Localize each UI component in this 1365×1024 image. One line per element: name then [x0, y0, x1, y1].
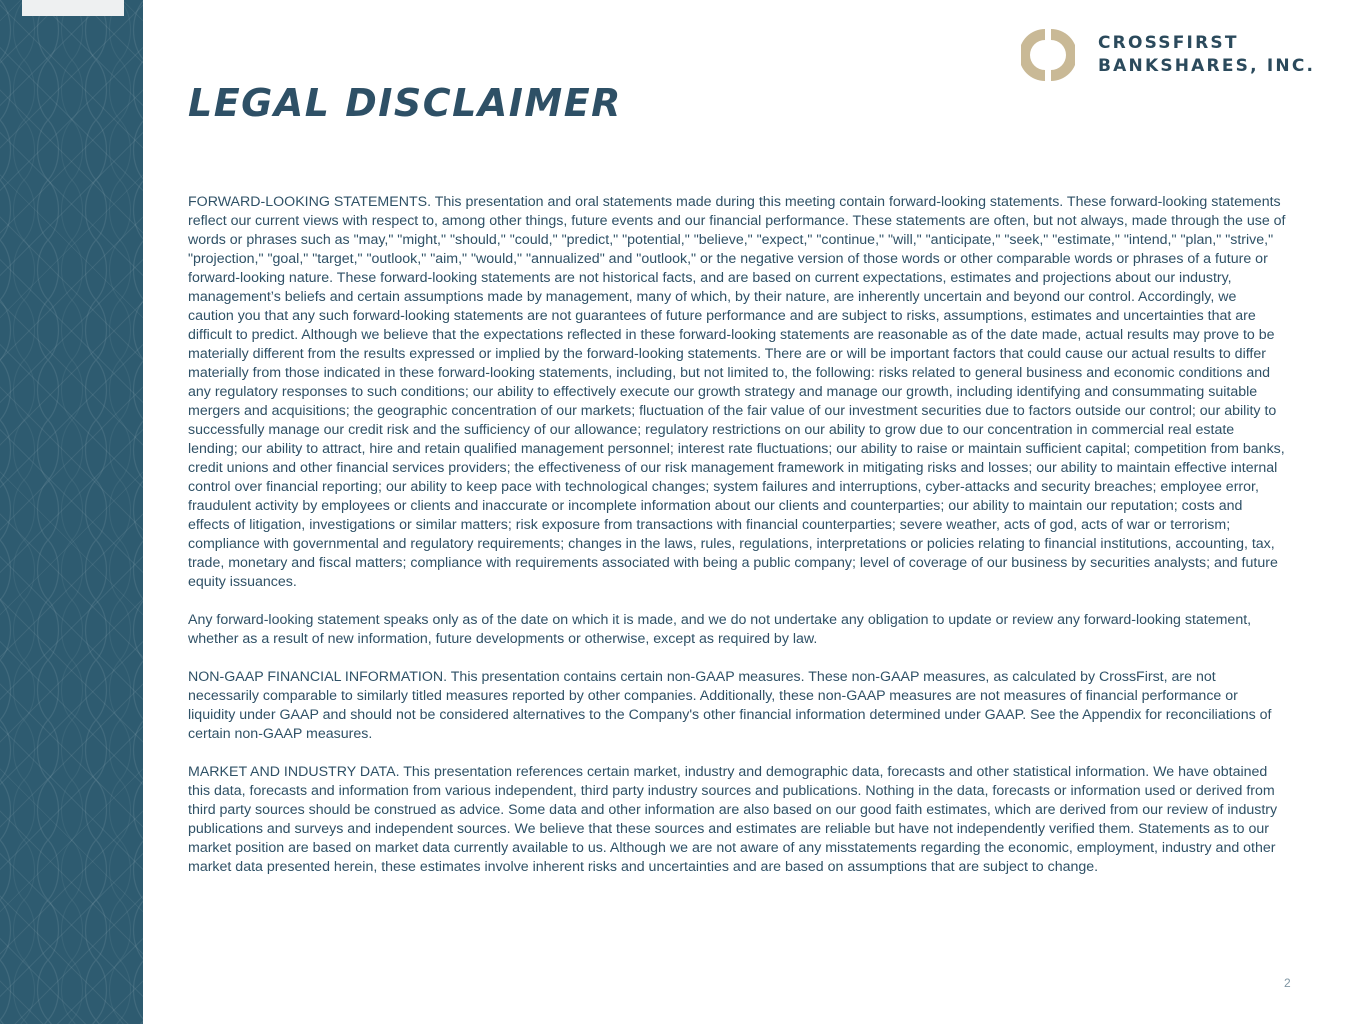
crossfirst-logo-icon — [1021, 28, 1075, 82]
page-title: LEGAL DISCLAIMER — [188, 81, 622, 125]
logo-line-2: BANKSHARES, INC. — [1098, 56, 1316, 76]
disclaimer-body — [188, 193, 1286, 896]
decorative-side-band — [0, 0, 143, 1024]
company-logo — [1021, 28, 1315, 82]
forward-looking-paragraph: FORWARD-LOOKING STATEMENTS. This presentation and oral statements made during this meeting contain forward-looking statements. These forward-looking statements reflect our current views with respect to, among other things, future events and our financial performance. These statements are often, but not always, made through the use of words or phrases such as "may," "might," "should," "could," "predict," "potential," "believe," "expect," "continue," "will," "anticipate," "seek," "estimate," "intend," "plan," "strive," "projection," "goal," "target," "outlook," "aim," "would," "annualized" and "outlook," or the negative version of those words or other comparable words or phrases of a future or forward-looking nature. These forward-looking statements are not historical facts, and are based on current expectations, estimates and projections about our industry, management’s beliefs and certain assumptions made by management, many of which, by their nature, are inherently uncertain and beyond our control. Accordingly, we caution you that any such forward-looking statements are not guarantees of future performance and are subject to risks, assumptions, estimates and uncertainties that are difficult to predict. Although we believe that the expectations reflected in these forward-looking statements are reasonable as of the date made, actual results may prove to be materially different from the results expressed or implied by the forward-looking statements. There are or will be important factors that could cause our actual results to differ materially from those indicated in these forward-looking statements, including, but not limited to, the following: risks related to general business and economic conditions and any regulatory responses to such conditions; our ability to effectively execute our growth strategy and manage our growth, including identifying and consummating suitable mergers and acquisitions; the geographic concentration of our markets; fluctuation of the fair value of our investment securities due to factors outside our control; our ability to successfully manage our credit risk and the sufficiency of our allowance; regulatory restrictions on our ability to grow due to our concentration in commercial real estate lending; our ability to attract, hire and retain qualified management personnel; interest rate fluctuations; our ability to raise or maintain sufficient capital; competition from banks, credit unions and other financial services providers; the effectiveness of our risk management framework in mitigating risks and losses; our ability to maintain effective internal control over financial reporting; our ability to keep pace with technological changes; system failures and interruptions, cyber-attacks and security breaches; employee error, fraudulent activity by employees or clients and inaccurate or incomplete information about our clients and counterparties; our ability to maintain our reputation; costs and effects of litigation, investigations or similar matters; risk exposure from transactions with financial counterparties; severe weather, acts of god, acts of war or terrorism; compliance with governmental and regulatory requirements; changes in the laws, rules, regulations, interpretations or policies relating to financial institutions, accounting, tax, trade, monetary and fiscal matters; compliance with requirements associated with being a public company; level of coverage of our business by securities analysts; and future equity issuances. — [188, 194, 1286, 590]
non-gaap-paragraph: NON-GAAP FINANCIAL INFORMATION. This presentation contains certain non-GAAP measures. These non-GAAP measures, as calculated by CrossFirst, are not necessarily comparable to similarly titled measures reported by other companies. Additionally, these non-GAAP measures are not measures of financial performance or liquidity under GAAP and should not be considered alternatives to the Company's other financial information determined under GAAP. See the Appendix for reconciliations of certain non-GAAP measures. — [188, 669, 1272, 742]
page-number: 2 — [1284, 976, 1291, 990]
logo-wordmark — [1098, 32, 1315, 78]
band-tab — [22, 0, 124, 16]
band-pattern — [0, 0, 143, 1024]
market-data-paragraph: MARKET AND INDUSTRY DATA. This presentation references certain market, industry and demographic data, forecasts and other statistical information. We have obtained this data, forecasts and information from various independent, third party industry sources and publications. Nothing in the data, forecasts or information used or derived from third party sources should be construed as advice. Some data and other information are also based on our good faith estimates, which are derived from our review of industry publications and surveys and independent sources. We believe that these sources and estimates are reliable but have not independently verified them. Statements as to our market position are based on market data currently available to us. Although we are not aware of any misstatements regarding the economic, employment, industry and other market data presented herein, these estimates involve inherent risks and uncertainties and are based on assumptions that are subject to change. — [188, 764, 1278, 875]
any-forward-looking-paragraph: Any forward-looking statement speaks only as of the date on which it is made, and we do not undertake any obligation to update or review any forward-looking statement, whether as a result of new information, future developments or otherwise, except as required by law. — [188, 612, 1252, 647]
logo-line-1: CROSSFIRST — [1098, 33, 1239, 53]
